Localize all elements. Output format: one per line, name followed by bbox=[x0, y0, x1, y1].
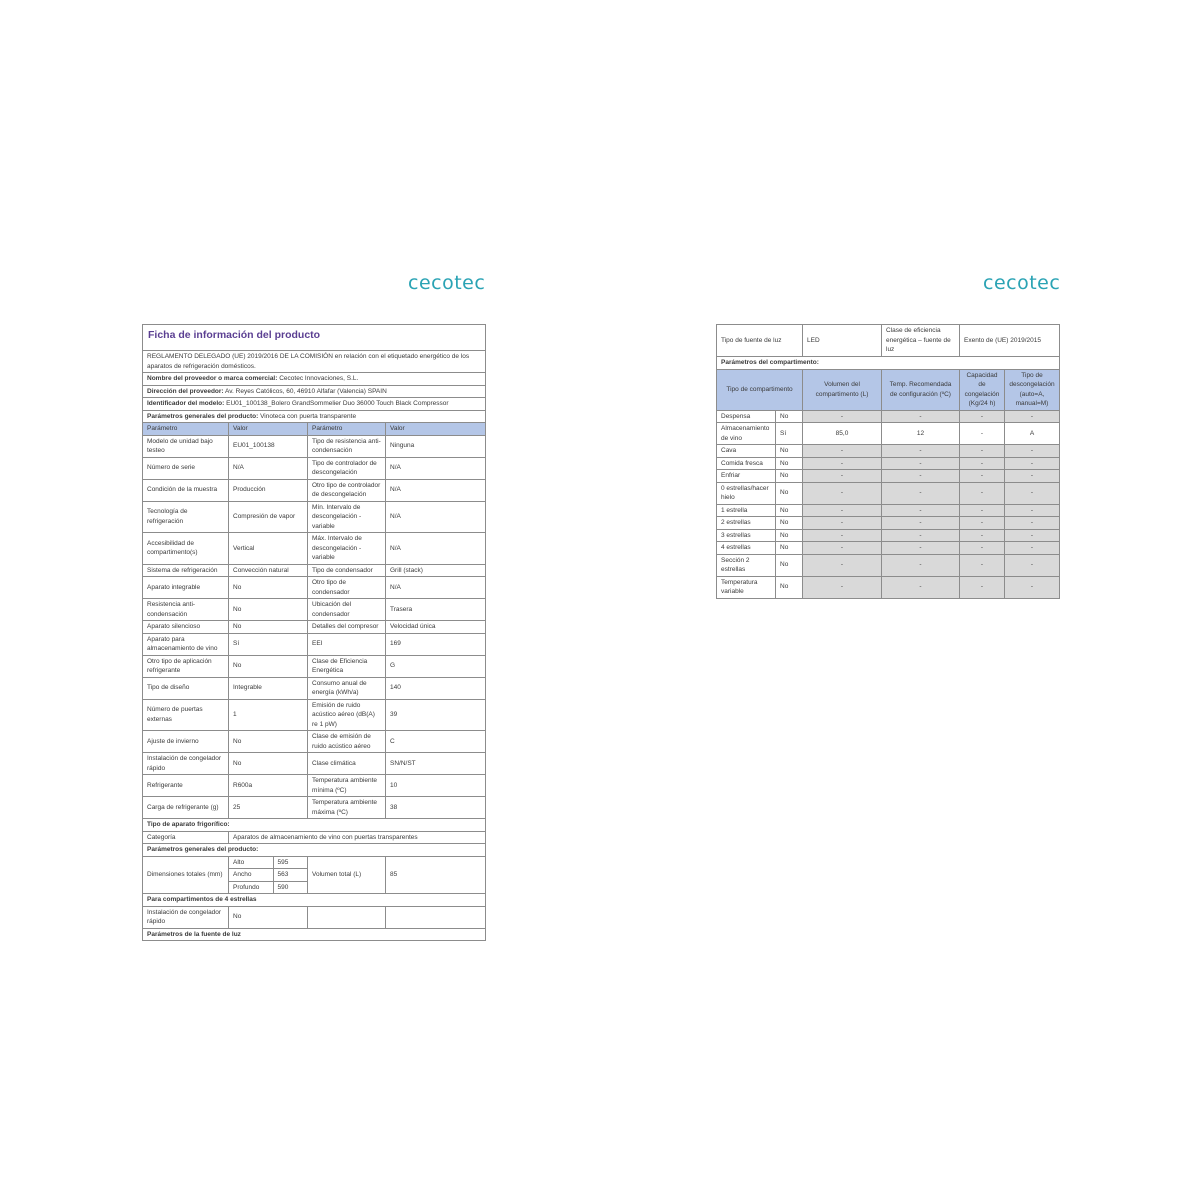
param-value: Sí bbox=[229, 633, 308, 655]
param-name: Mín. Intervalo de descongelación - variable bbox=[308, 501, 386, 533]
compartment-volume: - bbox=[803, 504, 882, 517]
compartment-defrost: - bbox=[1005, 504, 1060, 517]
compartment-capacity: - bbox=[960, 504, 1005, 517]
compartment-volume: - bbox=[803, 410, 882, 423]
param-value: 38 bbox=[386, 797, 486, 819]
compartment-present: No bbox=[776, 504, 803, 517]
compartment-volume: - bbox=[803, 554, 882, 576]
supplier-address-label: Dirección del proveedor: bbox=[147, 387, 224, 395]
compartment-info-sheet bbox=[716, 324, 1060, 599]
compartment-capacity: - bbox=[960, 470, 1005, 483]
compartment-defrost: - bbox=[1005, 410, 1060, 423]
param-name: Otro tipo de controlador de descongelación bbox=[308, 479, 386, 501]
compartment-capacity: - bbox=[960, 445, 1005, 458]
param-name: Tipo de diseño bbox=[143, 677, 229, 699]
compartment-type: Despensa bbox=[717, 410, 776, 423]
param-name: Clase climática bbox=[308, 753, 386, 775]
param-name: Condición de la muestra bbox=[143, 479, 229, 501]
efficiency-value: Exento de (UE) 2019/2015 bbox=[960, 325, 1060, 357]
param-value: Producción bbox=[229, 479, 308, 501]
compartment-temp: - bbox=[882, 517, 960, 530]
compartment-present: No bbox=[776, 517, 803, 530]
compartment-type: 4 estrellas bbox=[717, 542, 776, 555]
compartment-type: Comida fresca bbox=[717, 457, 776, 470]
param-name: Instalación de congelador rápido bbox=[143, 753, 229, 775]
compartment-defrost: - bbox=[1005, 542, 1060, 555]
sheet-title: Ficha de información del producto bbox=[143, 325, 486, 351]
category-label: Categoría bbox=[143, 831, 229, 844]
general-params-label-2: Parámetros generales del producto: bbox=[143, 844, 486, 857]
param-value: Convección natural bbox=[229, 564, 308, 577]
table-row bbox=[143, 533, 486, 565]
compartment-header-row bbox=[717, 369, 1060, 410]
header-cell: Valor bbox=[386, 423, 486, 436]
param-value: N/A bbox=[386, 457, 486, 479]
dimensions-label: Dimensiones totales (mm) bbox=[143, 856, 229, 894]
compartment-row bbox=[717, 517, 1060, 530]
compartment-temp: - bbox=[882, 542, 960, 555]
table-row bbox=[143, 655, 486, 677]
dim-label: Ancho bbox=[229, 869, 273, 882]
compartment-row bbox=[717, 576, 1060, 598]
compartment-type: Temperatura variable bbox=[717, 576, 776, 598]
compartment-defrost: - bbox=[1005, 529, 1060, 542]
compartment-defrost: A bbox=[1005, 423, 1060, 445]
compartment-volume: - bbox=[803, 542, 882, 555]
compartment-present: No bbox=[776, 482, 803, 504]
table-row bbox=[143, 479, 486, 501]
table-header-row bbox=[143, 423, 486, 436]
param-value: 140 bbox=[386, 677, 486, 699]
compartment-defrost: - bbox=[1005, 576, 1060, 598]
compartment-type: 2 estrellas bbox=[717, 517, 776, 530]
table-row bbox=[143, 731, 486, 753]
cecotec-logo-left: cecotec bbox=[408, 272, 486, 294]
compartment-row bbox=[717, 542, 1060, 555]
supplier-address-value: Av. Reyes Católicos, 60, 46910 Alfafar (Valencia) SPAIN bbox=[225, 387, 387, 395]
param-value: R600a bbox=[229, 775, 308, 797]
compartment-temp: - bbox=[882, 554, 960, 576]
compartment-temp: - bbox=[882, 457, 960, 470]
compartment-present: No bbox=[776, 410, 803, 423]
param-value: EU01_100138 bbox=[229, 435, 308, 457]
header-cell: Tipo de compartimento bbox=[717, 369, 803, 410]
param-value: No bbox=[229, 577, 308, 599]
compartment-present: No bbox=[776, 445, 803, 458]
general-params-value: Vinoteca con puerta transparente bbox=[260, 412, 357, 420]
param-name: Tipo de condensador bbox=[308, 564, 386, 577]
compartment-present: No bbox=[776, 457, 803, 470]
param-name: Temperatura ambiente máxima (ºC) bbox=[308, 797, 386, 819]
param-name: Número de puertas externas bbox=[143, 699, 229, 731]
param-name: Aparato silencioso bbox=[143, 621, 229, 634]
param-name: Máx. Intervalo de descongelación - variable bbox=[308, 533, 386, 565]
compartment-capacity: - bbox=[960, 423, 1005, 445]
compartment-volume: - bbox=[803, 457, 882, 470]
compartment-defrost: - bbox=[1005, 445, 1060, 458]
param-name: Tipo de resistencia anti-condensación bbox=[308, 435, 386, 457]
dimensions-subtable bbox=[229, 857, 307, 894]
compartment-volume: - bbox=[803, 470, 882, 483]
table-row bbox=[143, 501, 486, 533]
param-name: Número de serie bbox=[143, 457, 229, 479]
compartment-temp: - bbox=[882, 504, 960, 517]
general-params-label: Parámetros generales del producto: bbox=[147, 412, 259, 420]
compartment-volume: - bbox=[803, 445, 882, 458]
compartment-temp: - bbox=[882, 410, 960, 423]
param-name: Clase de emisión de ruido acústico aéreo bbox=[308, 731, 386, 753]
appliance-type-label: Tipo de aparato frigorífico: bbox=[143, 819, 486, 832]
supplier-name-label: Nombre del proveedor o marca comercial: bbox=[147, 375, 278, 382]
table-row bbox=[143, 564, 486, 577]
compartment-volume: 85,0 bbox=[803, 423, 882, 445]
param-name: Modelo de unidad bajo testeo bbox=[143, 435, 229, 457]
cecotec-logo-right: cecotec bbox=[983, 272, 1061, 294]
param-value: Vertical bbox=[229, 533, 308, 565]
param-value: Compresión de vapor bbox=[229, 501, 308, 533]
header-cell: Valor bbox=[229, 423, 308, 436]
quick-freeze-row bbox=[143, 906, 486, 928]
compartment-present: Sí bbox=[776, 423, 803, 445]
compartment-temp: 12 bbox=[882, 423, 960, 445]
compartment-type: 3 estrellas bbox=[717, 529, 776, 542]
model-id-label: Identificador del modelo: bbox=[147, 400, 225, 407]
compartment-defrost: - bbox=[1005, 470, 1060, 483]
compartment-volume: - bbox=[803, 517, 882, 530]
header-cell: Parámetro bbox=[143, 423, 229, 436]
param-name: Accesibilidad de compartimento(s) bbox=[143, 533, 229, 565]
param-value: 169 bbox=[386, 633, 486, 655]
table-row bbox=[143, 577, 486, 599]
compartment-present: No bbox=[776, 529, 803, 542]
supplier-name-row bbox=[143, 373, 486, 386]
category-value: Aparatos de almacenamiento de vino con puertas transparentes bbox=[229, 831, 486, 844]
light-source-row bbox=[717, 325, 1060, 357]
param-name: Temperatura ambiente mínima (ºC) bbox=[308, 775, 386, 797]
param-name: Resistencia anti-condensación bbox=[143, 599, 229, 621]
param-value: G bbox=[386, 655, 486, 677]
category-row bbox=[143, 831, 486, 844]
param-value: No bbox=[229, 731, 308, 753]
compartment-type: Cava bbox=[717, 445, 776, 458]
table-row bbox=[143, 753, 486, 775]
param-value: No bbox=[229, 621, 308, 634]
compartment-temp: - bbox=[882, 470, 960, 483]
compartment-volume: - bbox=[803, 482, 882, 504]
param-name: Otro tipo de aplicación refrigerante bbox=[143, 655, 229, 677]
compartment-capacity: - bbox=[960, 542, 1005, 555]
table-row bbox=[143, 699, 486, 731]
table-row bbox=[143, 775, 486, 797]
compartment-capacity: - bbox=[960, 410, 1005, 423]
param-value: N/A bbox=[386, 479, 486, 501]
param-value: SN/N/ST bbox=[386, 753, 486, 775]
compartment-volume: - bbox=[803, 576, 882, 598]
four-star-label: Para compartimentos de 4 estrellas bbox=[143, 894, 486, 907]
param-name: Consumo anual de energía (kWh/a) bbox=[308, 677, 386, 699]
compartment-present: No bbox=[776, 576, 803, 598]
param-value: N/A bbox=[386, 501, 486, 533]
compartment-type: Sección 2 estrellas bbox=[717, 554, 776, 576]
compartment-row bbox=[717, 529, 1060, 542]
param-value: C bbox=[386, 731, 486, 753]
supplier-address-row bbox=[143, 385, 486, 398]
param-value: No bbox=[229, 753, 308, 775]
compartment-defrost: - bbox=[1005, 554, 1060, 576]
quick-freeze-value: No bbox=[229, 906, 308, 928]
param-name: Ubicación del condensador bbox=[308, 599, 386, 621]
total-volume-value: 85 bbox=[386, 856, 486, 894]
quick-freeze-label: Instalación de congelador rápido bbox=[143, 906, 229, 928]
dimensions-row bbox=[143, 856, 486, 894]
compartment-present: No bbox=[776, 470, 803, 483]
compartment-capacity: - bbox=[960, 457, 1005, 470]
header-cell: Parámetro bbox=[308, 423, 386, 436]
empty-cell bbox=[308, 906, 386, 928]
compartment-row bbox=[717, 410, 1060, 423]
param-name: Carga de refrigerante (g) bbox=[143, 797, 229, 819]
model-id-row bbox=[143, 398, 486, 411]
compartment-volume: - bbox=[803, 529, 882, 542]
param-name: Ajuste de invierno bbox=[143, 731, 229, 753]
compartment-present: No bbox=[776, 554, 803, 576]
param-value: 25 bbox=[229, 797, 308, 819]
dimensions-cell bbox=[229, 856, 308, 894]
efficiency-label: Clase de eficiencia energética – fuente de luz bbox=[882, 325, 960, 357]
compartment-type: 0 estrellas/hacer hielo bbox=[717, 482, 776, 504]
table-row bbox=[143, 435, 486, 457]
light-type-label: Tipo de fuente de luz bbox=[717, 325, 803, 357]
param-name: Detalles del compresor bbox=[308, 621, 386, 634]
compartment-defrost: - bbox=[1005, 517, 1060, 530]
param-value: Ninguna bbox=[386, 435, 486, 457]
param-value: No bbox=[229, 599, 308, 621]
param-value: 39 bbox=[386, 699, 486, 731]
total-volume-label: Volumen total (L) bbox=[308, 856, 386, 894]
compartment-capacity: - bbox=[960, 517, 1005, 530]
table-row bbox=[143, 621, 486, 634]
compartment-temp: - bbox=[882, 529, 960, 542]
param-value: N/A bbox=[229, 457, 308, 479]
compartment-type: 1 estrella bbox=[717, 504, 776, 517]
param-name: Clase de Eficiencia Energética bbox=[308, 655, 386, 677]
compartment-row bbox=[717, 457, 1060, 470]
param-name: Sistema de refrigeración bbox=[143, 564, 229, 577]
compartment-defrost: - bbox=[1005, 482, 1060, 504]
param-value: Grill (stack) bbox=[386, 564, 486, 577]
header-cell: Tipo de descongelación (auto=A, manual=M) bbox=[1005, 369, 1060, 410]
compartment-present: No bbox=[776, 542, 803, 555]
param-name: Refrigerante bbox=[143, 775, 229, 797]
compartment-row bbox=[717, 445, 1060, 458]
param-name: Tipo de controlador de descongelación bbox=[308, 457, 386, 479]
param-value: Trasera bbox=[386, 599, 486, 621]
general-params-row bbox=[143, 410, 486, 423]
compartment-capacity: - bbox=[960, 576, 1005, 598]
compartment-row bbox=[717, 423, 1060, 445]
dim-label: Profundo bbox=[229, 881, 273, 893]
table-row bbox=[143, 797, 486, 819]
header-cell: Temp. Recomendada de configuración (ºC) bbox=[882, 369, 960, 410]
empty-cell bbox=[386, 906, 486, 928]
table-row bbox=[143, 677, 486, 699]
dim-label: Alto bbox=[229, 857, 273, 869]
light-type-value: LED bbox=[803, 325, 882, 357]
compartment-type: Enfriar bbox=[717, 470, 776, 483]
param-value: N/A bbox=[386, 533, 486, 565]
param-value: 10 bbox=[386, 775, 486, 797]
dim-value: 563 bbox=[273, 869, 307, 882]
param-name: Tecnología de refrigeración bbox=[143, 501, 229, 533]
param-value: Velocidad única bbox=[386, 621, 486, 634]
compartment-temp: - bbox=[882, 576, 960, 598]
param-value: 1 bbox=[229, 699, 308, 731]
compartment-capacity: - bbox=[960, 529, 1005, 542]
compartment-row bbox=[717, 470, 1060, 483]
header-cell: Capacidad de congelación (Kg/24 h) bbox=[960, 369, 1005, 410]
regulation-text: REGLAMENTO DELEGADO (UE) 2019/2016 DE LA COMISIÓN en relación con el etiquetado energético de los aparatos de refrigeración domésticos. bbox=[143, 351, 486, 373]
compartment-capacity: - bbox=[960, 482, 1005, 504]
light-params-label: Parámetros de la fuente de luz bbox=[143, 928, 486, 941]
param-name: Otro tipo de condensador bbox=[308, 577, 386, 599]
compartment-temp: - bbox=[882, 445, 960, 458]
compartment-temp: - bbox=[882, 482, 960, 504]
compartment-type: Almacenamiento de vino bbox=[717, 423, 776, 445]
dim-value: 590 bbox=[273, 881, 307, 893]
param-value: N/A bbox=[386, 577, 486, 599]
param-name: Aparato integrable bbox=[143, 577, 229, 599]
param-name: Emisión de ruido acústico aéreo (dB(A) re 1 pW) bbox=[308, 699, 386, 731]
model-id-value: EU01_100138_Bolero GrandSommelier Duo 36000 Touch Black Compressor bbox=[226, 400, 449, 407]
product-info-sheet bbox=[142, 324, 486, 941]
compartment-row bbox=[717, 482, 1060, 504]
param-value: Integrable bbox=[229, 677, 308, 699]
param-name: Aparato para almacenamiento de vino bbox=[143, 633, 229, 655]
compartment-params-label: Parámetros del compartimento: bbox=[717, 357, 1060, 370]
table-row bbox=[143, 633, 486, 655]
dim-value: 595 bbox=[273, 857, 307, 869]
compartment-capacity: - bbox=[960, 554, 1005, 576]
compartment-defrost: - bbox=[1005, 457, 1060, 470]
compartment-row bbox=[717, 554, 1060, 576]
compartment-row bbox=[717, 504, 1060, 517]
supplier-name-value: Cecotec Innovaciones, S.L. bbox=[279, 375, 359, 382]
table-row bbox=[143, 599, 486, 621]
param-value: No bbox=[229, 655, 308, 677]
table-row bbox=[143, 457, 486, 479]
param-name: EEI bbox=[308, 633, 386, 655]
header-cell: Volumen del compartimento (L) bbox=[803, 369, 882, 410]
